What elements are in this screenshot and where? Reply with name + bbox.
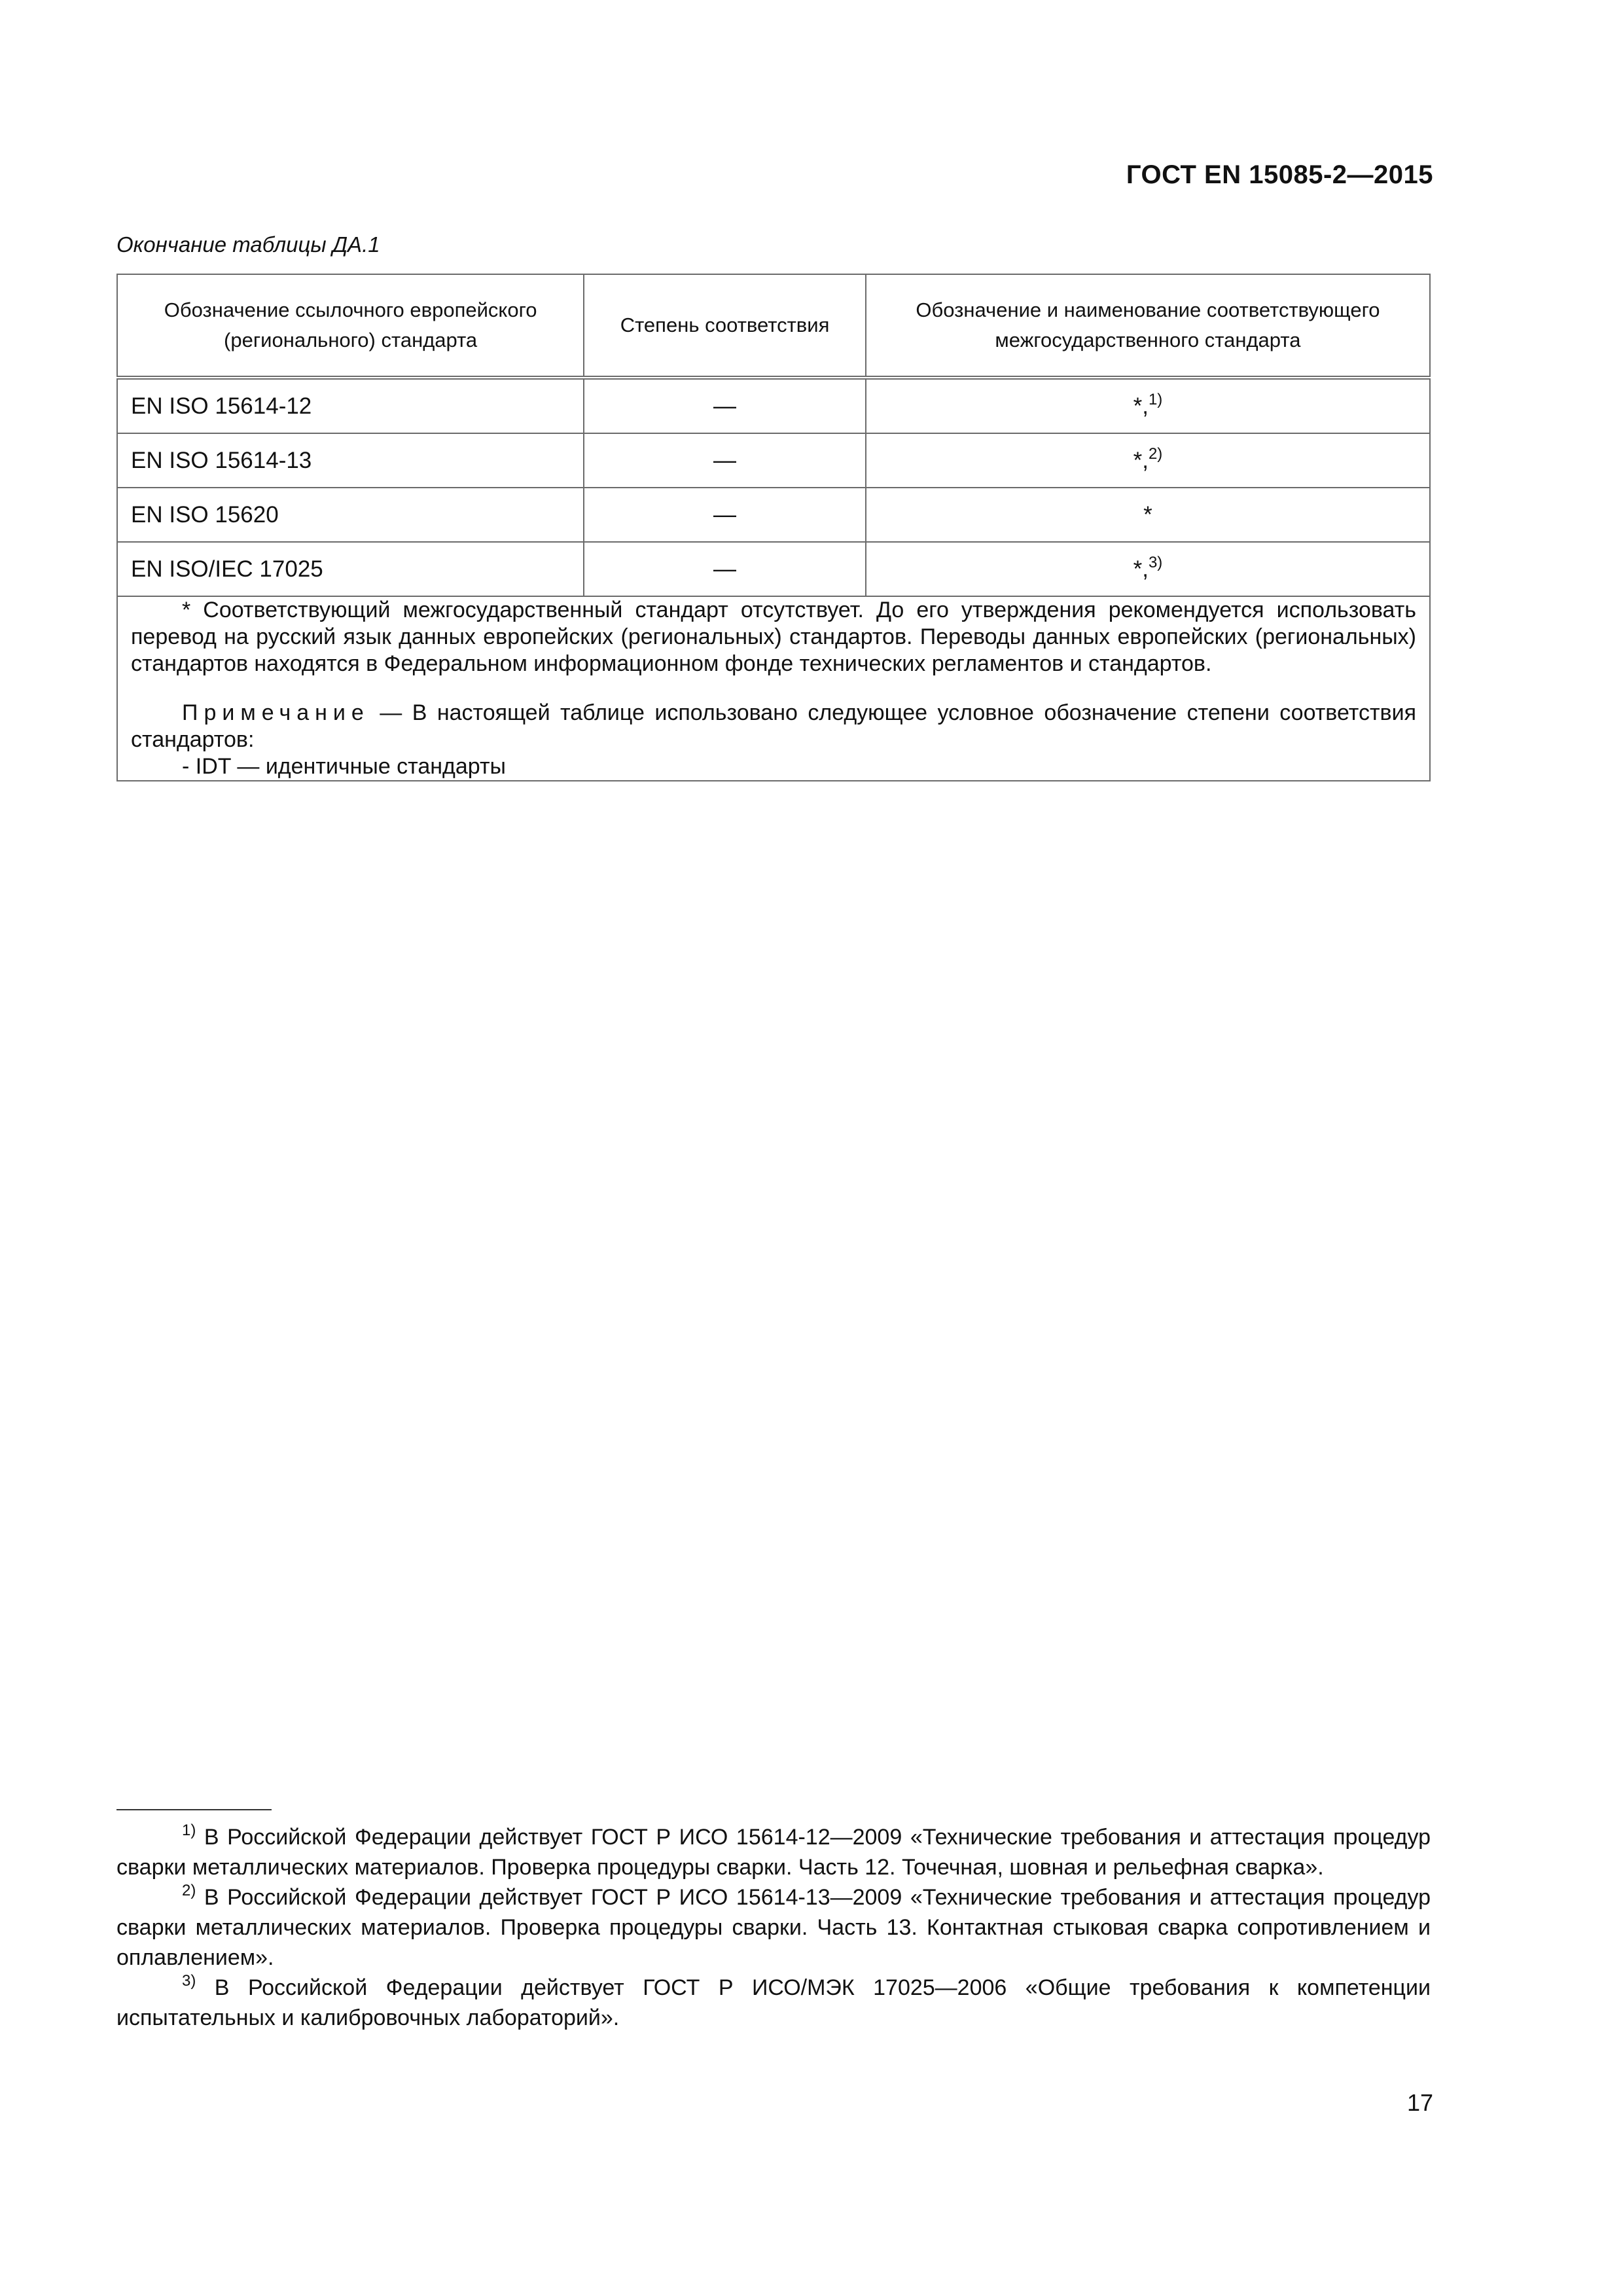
note-item: - IDT — идентичные стандарты [182,754,506,779]
table-row [117,378,1430,433]
interstate-mark: *, [1133,393,1149,419]
footnotes [116,1822,1431,2033]
footnote-text: В Российской Федерации действует ГОСТ Р ИСО/МЭК 17025—2006 «Общие требования к компетенции испытательных и калибровочных лабораторий». [116,1975,1431,2030]
cell-interstate [866,542,1430,596]
footnote [116,1822,1431,1882]
footnote-ref: 3) [1148,553,1163,571]
cell-reference: EN ISO 15614-13 [117,433,584,488]
footnote-divider [116,1809,272,1810]
footnote-ref: 2) [1148,444,1163,463]
col-header-reference: Обозначение ссылочного европейского (регионального) стандарта [117,274,584,378]
table-row [117,433,1430,488]
table-row [117,488,1430,542]
table-caption: Окончание таблицы ДА.1 [116,232,380,257]
cell-degree: — [584,488,866,542]
footnote-text: В Российской Федерации действует ГОСТ Р ИСО 15614-12—2009 «Технические требования и аттестация процедур сварки металлических материалов. Проверка процедуры сварки. Часть 12. Точечная, шовная и рельефная сварка». [116,1825,1431,1880]
footnote-mark: 1) [182,1821,196,1839]
cell-reference: EN ISO/IEC 17025 [117,542,584,596]
interstate-mark: * [1143,501,1152,528]
cell-interstate [866,433,1430,488]
cell-interstate [866,488,1430,542]
cell-interstate [866,378,1430,433]
footnote-mark: 2) [182,1882,196,1899]
table-row [117,542,1430,596]
cell-degree: — [584,433,866,488]
correspondence-table [116,274,1431,781]
cell-degree: — [584,378,866,433]
interstate-mark: *, [1133,447,1149,473]
footnote-text: В Российской Федерации действует ГОСТ Р ИСО 15614-13—2009 «Технические требования и аттестация процедур сварки металлических материалов. Проверка процедуры сварки. Часть 13. Контактная стыковая сварка сопротивлением и оплавлением». [116,1885,1431,1970]
note-paragraph [131,700,1416,753]
cell-degree: — [584,542,866,596]
document-code: ГОСТ EN 15085-2—2015 [1126,160,1433,189]
note-label: Примечание [182,700,370,725]
col-header-interstate: Обозначение и наименование соответствующего межгосударственного стандарта [866,274,1430,378]
cell-reference: EN ISO 15614-12 [117,378,584,433]
footnote-ref: 1) [1148,390,1163,408]
page-number: 17 [1406,2089,1433,2116]
interstate-mark: *, [1133,556,1149,582]
footnote [116,1973,1431,2033]
cell-reference: EN ISO 15620 [117,488,584,542]
footnote [116,1882,1431,1973]
note-text: — В настоящей таблице использовано следующее условное обозначение степени соответствия стандартов: [131,700,1416,752]
table-notes [117,596,1430,781]
col-header-degree: Степень соответствия [584,274,866,378]
asterisk-note: * Соответствующий межгосударственный стандарт отсутствует. До его утверждения рекомендуется использовать перевод на русский язык данных европейских (региональных) стандартов. Переводы данных европейских (региональных) стандартов находятся в Федеральном информационном фонде технических регламентов и стандартов. [131,598,1416,676]
table-header-row [117,274,1430,378]
footnote-mark: 3) [182,1972,196,1990]
